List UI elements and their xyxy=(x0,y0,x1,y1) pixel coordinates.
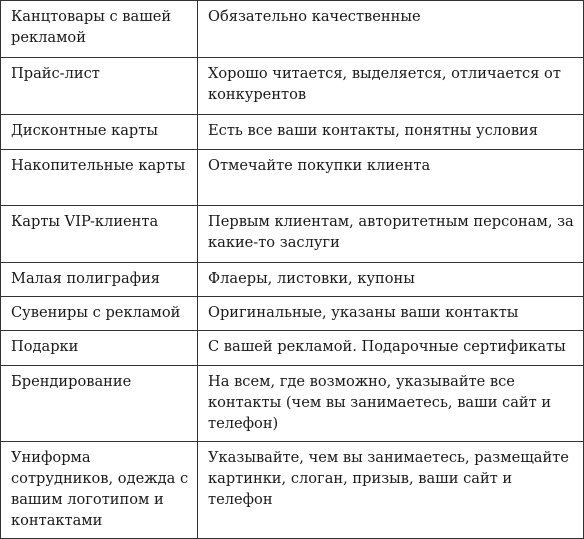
row-label: Накопительные карты xyxy=(1,150,198,206)
table-row xyxy=(1,115,584,150)
row-description: Есть все ваши контакты, понятны условия xyxy=(198,115,584,150)
row-description: Обязательно качественные xyxy=(198,1,584,58)
row-label: Малая полиграфия xyxy=(1,263,198,297)
row-label: Брендирование xyxy=(1,366,198,442)
row-description: Оригинальные, указаны ваши контакты xyxy=(198,297,584,331)
table-row xyxy=(1,297,584,331)
row-description: Первым клиентам, авторитетным персонам, за какие-то заслуги xyxy=(198,206,584,263)
row-description: Отмечайте покупки клиента xyxy=(198,150,584,206)
table-row xyxy=(1,442,584,539)
row-label: Дисконтные карты xyxy=(1,115,198,150)
row-label: Подарки xyxy=(1,331,198,366)
table-row xyxy=(1,150,584,206)
row-label: Униформа сотрудников, одежда с вашим логотипом и контактами xyxy=(1,442,198,539)
table-row xyxy=(1,206,584,263)
row-description: Флаеры, листовки, купоны xyxy=(198,263,584,297)
row-label: Прайс-лист xyxy=(1,58,198,115)
row-label: Канцтовары с вашей рекламой xyxy=(1,1,198,58)
row-description: С вашей рекламой. Подарочные сертификаты xyxy=(198,331,584,366)
table-row xyxy=(1,366,584,442)
table-row xyxy=(1,263,584,297)
row-description: Хорошо читается, выделяется, отличается от конкурентов xyxy=(198,58,584,115)
table-row xyxy=(1,331,584,366)
table-row xyxy=(1,58,584,115)
row-label: Карты VIP-клиента xyxy=(1,206,198,263)
row-label: Сувениры с рекламой xyxy=(1,297,198,331)
row-description: Указывайте, чем вы занимаетесь, размещайте картинки, слоган, призыв, ваши сайт и телефон xyxy=(198,442,584,539)
table-row xyxy=(1,1,584,58)
row-description: На всем, где возможно, указывайте все контакты (чем вы занимаетесь, ваши сайт и телефон) xyxy=(198,366,584,442)
